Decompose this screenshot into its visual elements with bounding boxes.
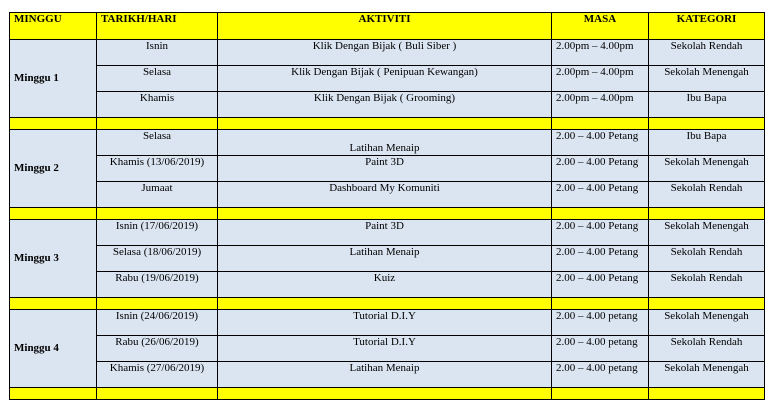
cell-tarikh: Isnin (97, 40, 218, 66)
table-row (10, 92, 765, 118)
cell-aktiviti: Paint 3D (218, 220, 552, 246)
header-masa: MASA (552, 13, 649, 40)
cell-kategori: Sekolah Rendah (649, 182, 765, 208)
cell-masa: 2.00 – 4.00 petang (552, 336, 649, 362)
table-row (10, 220, 765, 246)
cell-aktiviti: Klik Dengan Bijak ( Buli Siber ) (218, 40, 552, 66)
cell-masa: 2.00 – 4.00 petang (552, 362, 649, 388)
table-row (10, 66, 765, 92)
header-aktiviti: AKTIVITI (218, 13, 552, 40)
cell-kategori: Sekolah Rendah (649, 40, 765, 66)
cell-tarikh: Selasa (97, 130, 218, 156)
cell-kategori: Sekolah Rendah (649, 272, 765, 298)
table-row (10, 310, 765, 336)
separator-row (10, 298, 765, 310)
table-row (10, 40, 765, 66)
cell-kategori: Sekolah Menengah (649, 362, 765, 388)
separator-row (10, 118, 765, 130)
cell-tarikh: Selasa (18/06/2019) (97, 246, 218, 272)
table-row (10, 336, 765, 362)
table-row (10, 272, 765, 298)
cell-masa: 2.00pm – 4.00pm (552, 92, 649, 118)
cell-tarikh: Khamis (13/06/2019) (97, 156, 218, 182)
cell-aktiviti: Tutorial D.I.Y (218, 310, 552, 336)
week-label: Minggu 2 (10, 130, 97, 208)
header-row (10, 13, 765, 40)
cell-kategori: Sekolah Menengah (649, 66, 765, 92)
header-kategori: KATEGORI (649, 13, 765, 40)
cell-aktiviti: Latihan Menaip (218, 246, 552, 272)
table-row (10, 156, 765, 182)
week-label: Minggu 4 (10, 310, 97, 388)
cell-tarikh: Isnin (24/06/2019) (97, 310, 218, 336)
cell-masa: 2.00 – 4.00 Petang (552, 246, 649, 272)
cell-aktiviti: Dashboard My Komuniti (218, 182, 552, 208)
header-minggu: MINGGU (10, 13, 97, 40)
cell-tarikh: Rabu (19/06/2019) (97, 272, 218, 298)
table-row (10, 362, 765, 388)
header-tarikh: TARIKH/HARI (97, 13, 218, 40)
cell-kategori: Sekolah Menengah (649, 220, 765, 246)
schedule-table (9, 12, 765, 400)
cell-kategori: Sekolah Rendah (649, 246, 765, 272)
cell-tarikh: Isnin (17/06/2019) (97, 220, 218, 246)
cell-masa: 2.00 – 4.00 Petang (552, 156, 649, 182)
cell-tarikh: Rabu (26/06/2019) (97, 336, 218, 362)
cell-tarikh: Selasa (97, 66, 218, 92)
cell-aktiviti: Tutorial D.I.Y (218, 336, 552, 362)
cell-kategori: Ibu Bapa (649, 92, 765, 118)
cell-kategori: Sekolah Rendah (649, 336, 765, 362)
cell-masa: 2.00pm – 4.00pm (552, 66, 649, 92)
separator-row (10, 208, 765, 220)
table-row (10, 246, 765, 272)
cell-kategori: Sekolah Menengah (649, 156, 765, 182)
cell-aktiviti: Klik Dengan Bijak ( Penipuan Kewangan) (218, 66, 552, 92)
cell-aktiviti: Kuiz (218, 272, 552, 298)
table-row (10, 130, 765, 156)
cell-tarikh: Khamis (97, 92, 218, 118)
cell-masa: 2.00 – 4.00 petang (552, 310, 649, 336)
cell-tarikh: Khamis (27/06/2019) (97, 362, 218, 388)
cell-masa: 2.00pm – 4.00pm (552, 40, 649, 66)
cell-aktiviti: Klik Dengan Bijak ( Grooming) (218, 92, 552, 118)
table-row (10, 182, 765, 208)
cell-aktiviti: Latihan Menaip (218, 362, 552, 388)
cell-masa: 2.00 – 4.00 Petang (552, 220, 649, 246)
cell-masa: 2.00 – 4.00 Petang (552, 272, 649, 298)
separator-row (10, 388, 765, 400)
cell-masa: 2.00 – 4.00 Petang (552, 130, 649, 156)
cell-kategori: Ibu Bapa (649, 130, 765, 156)
week-label: Minggu 3 (10, 220, 97, 298)
cell-tarikh: Jumaat (97, 182, 218, 208)
cell-aktiviti: Paint 3D (218, 156, 552, 182)
cell-aktiviti: Latihan Menaip (218, 130, 552, 156)
week-label: Minggu 1 (10, 40, 97, 118)
cell-kategori: Sekolah Menengah (649, 310, 765, 336)
cell-masa: 2.00 – 4.00 Petang (552, 182, 649, 208)
